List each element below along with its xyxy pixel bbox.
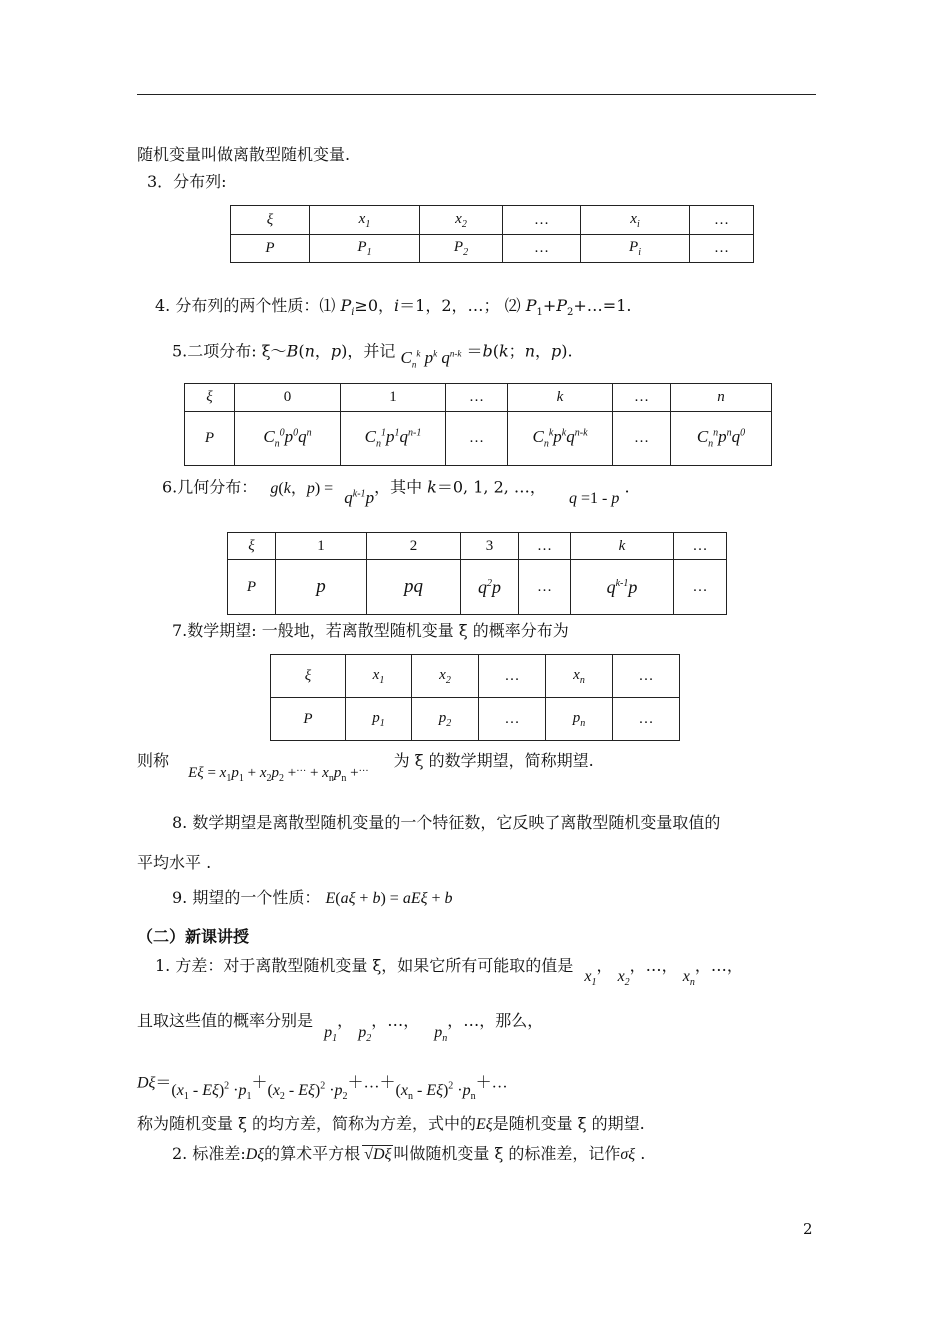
cell: … — [503, 235, 581, 263]
cell: $P_1$ — [310, 235, 420, 263]
cell-p: P — [228, 560, 276, 615]
line-3-heading: 3．分布列: — [147, 172, 227, 191]
new-2: 2. 标准差:Dξ的算术平方根 √Dξ 叫做随机变量 ξ 的标准差，记作σξ . — [172, 1144, 646, 1163]
cell: … — [613, 698, 680, 741]
cell: … — [519, 533, 571, 560]
cell: $P_i$ — [581, 235, 690, 263]
cell: $x_2$ — [412, 655, 479, 698]
cell-xi: ξ — [185, 384, 235, 412]
cell: $p_2$ — [412, 698, 479, 741]
cell-p: P — [185, 412, 235, 466]
line-8b: 平均水平 . — [137, 853, 212, 872]
new-1b: 且取这些值的概率分别是 $p_1$， $p_2$，…， $p_n$，…，那么， — [137, 1011, 544, 1045]
cell: … — [446, 412, 508, 466]
cell: … — [446, 384, 508, 412]
distribution-table-1 — [230, 205, 754, 263]
cell: … — [690, 235, 754, 263]
cell: 2 — [367, 533, 461, 560]
cell: … — [503, 206, 581, 235]
line-7: 7.数学期望: 一般地，若离散型随机变量 ξ 的概率分布为 — [172, 621, 569, 640]
cell: … — [690, 206, 754, 235]
cell-xi: ξ — [231, 206, 310, 235]
cell: $q^2p$ — [461, 560, 519, 615]
cell: n — [671, 384, 772, 412]
cell: $C_n^0p^0q^n$ — [235, 412, 341, 466]
cell: … — [479, 655, 546, 698]
cell: … — [613, 655, 680, 698]
new-1a: 1. 方差：对于离散型随机变量 ξ，如果它所有可能取的值是 $x_1$， $x_2$，…， $x_n$，…， — [155, 956, 743, 989]
cell: … — [674, 533, 727, 560]
page-number: 2 — [803, 1220, 813, 1238]
variance-formula: $D\xi=(x_1 - E\xi)^2 \cdot p_1+(x_2 - E\xi)^2$ $\cdot p_2+\dots+(x_n - E\xi)^2$ $\cdot p_n+\dots$ — [137, 1074, 508, 1103]
cell: pq — [367, 560, 461, 615]
cell: $p_1$ — [346, 698, 412, 741]
line-7b: 则称 $E\xi = x_1p_1 + x_2p_2 +^\dots + x_np_n +^\dots$ 为 ξ 的数学期望，简称期望. — [137, 751, 594, 784]
cell: $x_n$ — [546, 655, 613, 698]
cell: … — [479, 698, 546, 741]
cell: $x_2$ — [420, 206, 503, 235]
cell: $C_n^kp^kq^{n-k}$ — [508, 412, 613, 466]
cell: 1 — [341, 384, 446, 412]
cell: … — [613, 384, 671, 412]
cell: $q^{k-1}p$ — [571, 560, 674, 615]
cell: $P_2$ — [420, 235, 503, 263]
cell-xi: ξ — [228, 533, 276, 560]
cell-xi: ξ — [271, 655, 346, 698]
cell: k — [508, 384, 613, 412]
section-heading: （二）新课讲授 — [137, 927, 250, 946]
line-5: 5.二项分布: ξ～B(n，p)，并记 $C_n^k$ $p^k$ $q^{n-k} =b(k$；n，p). — [172, 341, 573, 370]
cell: 1 — [276, 533, 367, 560]
header-rule — [137, 94, 816, 95]
cell: $C_n^np^nq^0$ — [671, 412, 772, 466]
cell: p — [276, 560, 367, 615]
line-6: 6.几何分布： g(k，$p) = q^{k-1}p$，其中 k＝0, 1, 2, …， q =1 - p . — [162, 477, 630, 507]
cell-p: P — [271, 698, 346, 741]
cell: … — [674, 560, 727, 615]
cell: $x_1$ — [346, 655, 412, 698]
cell: … — [613, 412, 671, 466]
line-8a: 8. 数学期望是离散型随机变量的一个特征数，它反映了离散型随机变量取值的 — [172, 813, 721, 832]
new-1d: 称为随机变量 ξ 的均方差，简称为方差，式中的Eξ是随机变量 ξ 的期望. — [137, 1114, 645, 1133]
expectation-table — [270, 654, 680, 741]
cell: $p_n$ — [546, 698, 613, 741]
cell: $x_1$ — [310, 206, 420, 235]
cell: $C_n^1p^1q^{n-1}$ — [341, 412, 446, 466]
cell: $x_i$ — [581, 206, 690, 235]
cell: 3 — [461, 533, 519, 560]
cell: … — [519, 560, 571, 615]
geometric-table — [227, 532, 727, 615]
line-9: 9. 期望的一个性质： E(aξ + b) = aEξ + b — [172, 888, 453, 907]
cell: 0 — [235, 384, 341, 412]
binomial-table — [184, 383, 772, 466]
cell-p: P — [231, 235, 310, 263]
cell: k — [571, 533, 674, 560]
line-4: 4. 分布列的两个性质：⑴ $P_i\ge 0$，i＝1，2，…； ⑵ $P_1+P_2+\dots=1$. — [155, 296, 632, 319]
line-1: 随机变量叫做离散型随机变量. — [137, 145, 351, 164]
